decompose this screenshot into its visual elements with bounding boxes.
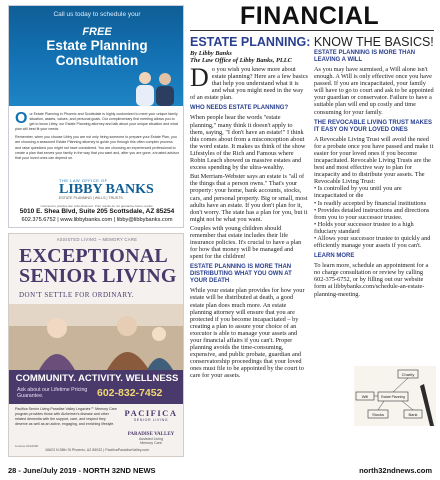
bullet-item: • Is controlled by you until you are incapacitated or die [314,185,402,200]
paragraph-trust: A Revocable Living Trust will avoid the need for a probate once you have passed and make it easier for your loved ones if you become incapacitated. Revocable Living Trusts are the best and most effective way to plan for incapacity and to distribute your assets. The Revocable Living Trust: [314,135,434,186]
article-dropcap: D [190,63,209,92]
ad-title-line-1: Estate Planning [46,38,148,53]
sketch-label: Bank [408,412,418,417]
logo-name: LIBBY BANKS [59,182,154,197]
footer-issue: 28 - June/July 2019 - NORTH 32ND NEWS [8,466,156,475]
trust-bullets [314,185,436,249]
ad-contact-block [9,204,184,224]
bullet-item: • Is readily accepted by financial institutions [314,199,427,207]
sketch-label: Charity [401,372,415,377]
ad-address[interactable]: 16623 N 38th St Phoenix, AZ 85032 | PacificaParadiseValley.com [44,448,150,452]
byline-author: By Libby Banks [190,50,232,57]
bullet-item: • Provides detailed instructions and directions from you to your successor trustee. [314,206,430,221]
paradise-valley-sub-b: Memory Care [140,441,162,445]
logo-sub: ESTATE PLANNING | WILLS | TRUSTS [59,196,123,200]
ad-body: Pacifica Senior Living Paradise Valley Legacies℠ Memory Care program provides those with Alzheimer's disease and other related dementia with the support, care, and respect they deserve as well as an active, engaging, and enriching lifestyle. [15,407,117,427]
ad-title [9,38,184,68]
people-photo-icon [127,66,183,106]
section-title: FINANCIAL [240,2,380,30]
law-office-logo [59,178,179,200]
sketch-label: Estate Planning [381,395,405,399]
page-footer [0,463,440,480]
ad-tagline: ASSISTED LIVING ~ MEMORY CARE [56,237,138,242]
ad-subheadline: DON'T SETTLE FOR ORDINARY. [19,291,135,299]
paradise-valley-logo [123,432,179,445]
headline-bold: ESTATE PLANNING: [190,35,311,49]
paradise-valley-sub-a: Assisted Living [139,437,163,441]
paragraph-will: As you may have surmised, a Will alone isn't enough. A Will is only effective once you have passed. If you are incapacitated, your family will have to go to court and ask to be appointed your guardian or conservator. Failure to have a suitable plan will end up costly and time consuming for your family. [314,66,434,116]
article-lead: o you wish you knew more about estate planning? Here are a few basics that help you understand what it is and what you might need in the way of an estate plan. [190,66,308,102]
ad-dropcap: O [15,110,28,127]
subheading-who-needs: WHO NEEDS ESTATE PLANNING? [190,105,289,112]
paragraph-death: While your estate plan provides for how your estate will be distributed at death, a good estate plan does much more. An estate planning attorney will ensure that you are protected if you become incapacitated – by creating a plan to assure your choice of an executor is able to manage your assets and your financial affairs if you can't. Proper planning avoids the time-consuming, expensive, and public probate, guardian and conservatorship proceedings that your loved ones must file to be appointed by the court to care for your assets. [190,287,305,380]
estate-planning-ad[interactable] [8,5,184,228]
pacifica-logo-sub: SENIOR LIVING [133,418,169,422]
header-rule [190,30,434,31]
sketch-label: Will [361,394,369,399]
paradise-valley-name: PARADISE VALLEY [127,432,175,437]
ad-contact[interactable]: 602.375.6752 | www.libbybanks.com | libby@libbybanks.com [21,217,173,223]
bullet-item: • Allows your successor trustee to quickly and efficiently manage your assets if you can't. [314,234,431,250]
sketch-label: Stocks [371,412,385,417]
headline-rest: KNOW THE BASICS! [310,35,434,49]
seniors-photo-icon [9,304,184,370]
paragraph-why-1: When people hear the words "estate planning," many think it doesn't apply to them, saying, "I don't have an estate!" I think this comes about from a misconception about the word estate. It makes us think of the show Lifestyles of the Rich and Famous where Robin Leach showed us massive estates and excess spending by the ultra-wealthy. [190,114,306,172]
ad-paragraph-1: ur Estate Planning in Phoenix and Scottsdale is highly customized to meet your unique family situation, assets, values, and personal goals. Our complimentary first meeting allows you to get to know Libby, our Estate Planning attorney and talk about your unique situation and what plan will best fit your needs. [15,112,178,132]
ad-paragraph-2: Remember, when you choose Libby you are not only hiring someone to prepare your Estate Plan, you are choosing a seasoned Estate Planning attorney to guide you through this often complex process and raise questions you might not have considered. You are choosing an experienced professional to create a plan that serves your family in the way that you want and, after you are gone, a trusted advisor that your loved ones can depend on. [15,135,180,160]
ad-free-text: FREE [82,26,112,38]
ad-disclaimer: Licensed to practice law. Advertisement. Prior results do not guarantee future results. [40,204,154,208]
bullet-item: • Holds your successor trustee to a high fiduciary standard [314,220,414,235]
pacifica-logo [123,408,179,422]
estate-planning-sketch-icon [354,366,436,426]
ad-band [9,370,184,404]
article-column-1 [190,50,308,380]
ad-headline-line-1: EXCEPTIONAL [19,245,168,267]
paragraph-learn-more: To learn more, schedule an appointment for a no charge consultation or review by calling 602-375-6752, or by filling out our website form at libbybanks.com/schedule-an-estate-planning-meeting. [314,262,429,298]
paragraph-why-3: Couples with young children should remember that estate includes their life insurance policies. It's crucial to have a plan for how that money will be managed and spent for the children! [190,224,302,261]
ad-call-text: Call us today to schedule your [53,11,141,18]
byline-affiliation: The Law Office of Libby Banks, PLLC [190,57,292,64]
senior-living-ad[interactable] [8,233,184,457]
ad-band-ask: Ask about our Lifetime Pricing Guarantee. [17,387,88,400]
paragraph-why-2: But Merriam-Webster says an estate is "all of the things that a person owns." That's your property: your home, bank accounts, stocks, cars, and personal property. Big or small, most adults have an estate. If you don't plan for it, don't worry. The state has a plan for you, but it might not be what you want. [190,173,308,223]
ad-headline [19,246,179,286]
subheading-more-than-distributing: ESTATE PLANNING IS MORE THAN DISTRIBUTING WHAT YOU OWN AT YOUR DEATH [190,264,292,285]
ad-headline-line-2: SENIOR LIVING [19,265,177,287]
subheading-learn-more: LEARN MORE [314,253,355,260]
ad-license: License #AL0000 [15,444,39,448]
ad-title-line-2: Consultation [55,53,139,68]
ad-band-title: COMMUNITY. ACTIVITY. WELLNESS [15,373,179,384]
article-headline [190,35,436,49]
ad-address: 5010 E. Shea Blvd, Suite 205 Scottsdale, AZ 85254 [19,208,175,215]
logo-firm: THE LAW OFFICE OF [59,178,108,183]
article-column-2 [314,50,436,298]
footer-website[interactable]: north32ndnews.com [359,466,432,475]
subheading-revocable-trust: THE REVOCABLE LIVING TRUST MAKES IT EASY ON YOUR LOVED ONES [314,119,433,133]
pacifica-logo-name: PACIFICA [124,408,178,418]
subheading-more-than-will: ESTATE PLANNING IS MORE THAN LEAVING A WILL [314,50,416,63]
ad-phone[interactable]: 602-832-7452 [97,387,163,399]
ad-body [15,112,179,164]
